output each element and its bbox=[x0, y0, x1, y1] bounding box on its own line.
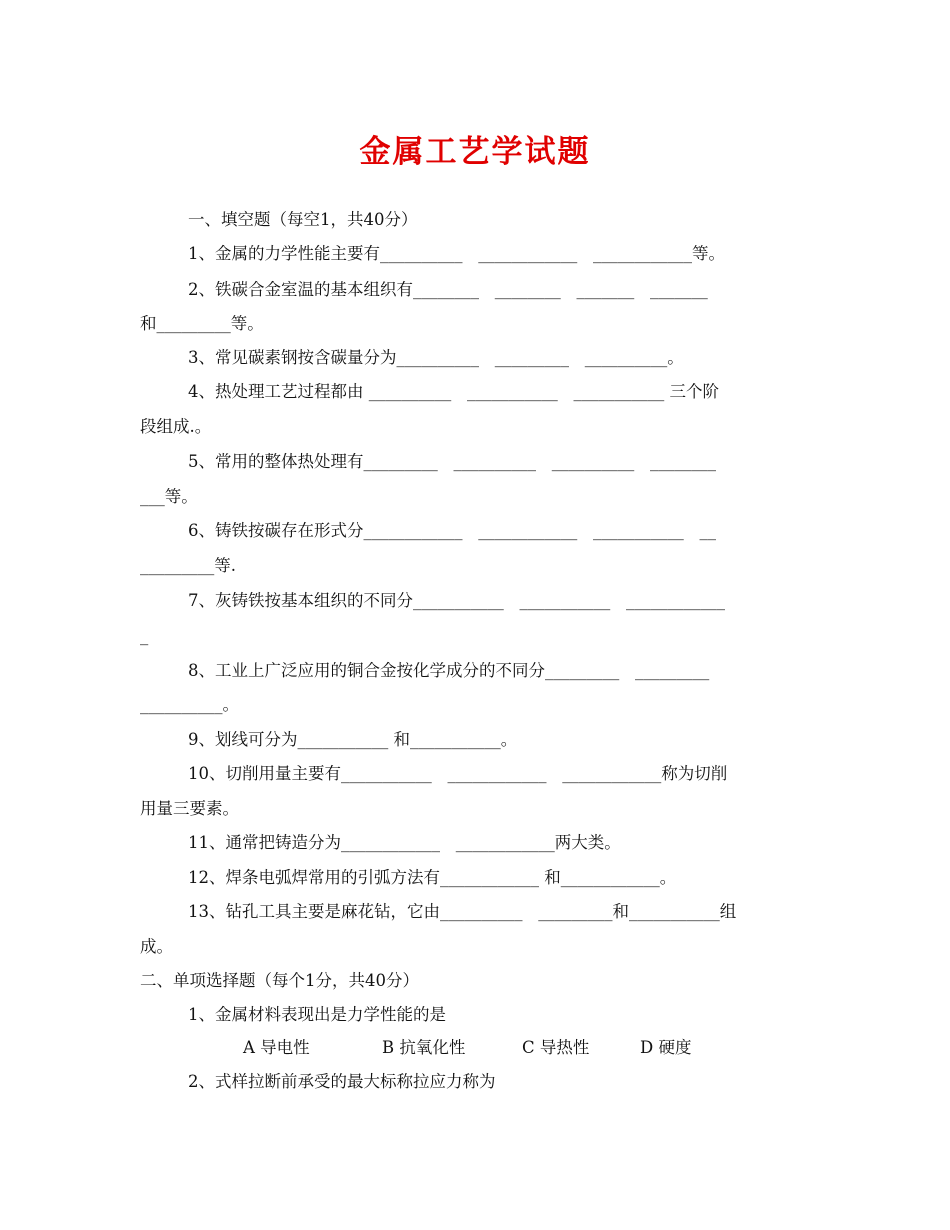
question-5-cont: ___等。 bbox=[140, 487, 198, 506]
choice-question-1: 1、金属材料表现出是力学性能的是 bbox=[188, 1005, 446, 1024]
section2-heading: 二、单项选择题（每个1分，共40分） bbox=[140, 971, 419, 990]
question-10: 10、切削用量主要有___________ ____________ ____________称为切削 bbox=[188, 764, 728, 783]
question-4-cont: 段组成.。 bbox=[140, 417, 212, 436]
question-10-cont: 用量三要素。 bbox=[140, 799, 239, 818]
question-12: 12、焊条电弧焊常用的引弧方法有____________ 和____________。 bbox=[188, 868, 677, 887]
question-3: 3、常见碳素钢按含碳量分为__________ _________ __________。 bbox=[188, 348, 684, 367]
question-13-cont: 成。 bbox=[140, 937, 173, 956]
section1-heading: 一、填空题（每空1，共40分） bbox=[188, 210, 418, 229]
question-9: 9、划线可分为___________ 和___________。 bbox=[188, 730, 518, 749]
question-1: 1、金属的力学性能主要有__________ ____________ ____________等。 bbox=[188, 244, 725, 263]
question-4: 4、热处理工艺过程都由 __________ ___________ ___________ 三个阶 bbox=[188, 382, 719, 401]
question-13: 13、钻孔工具主要是麻花钻，它由__________ _________和___________组 bbox=[188, 902, 737, 921]
question-7: 7、灰铸铁按基本组织的不同分___________ ___________ ____________ bbox=[188, 591, 725, 610]
question-11: 11、通常把铸造分为____________ ____________两大类。 bbox=[188, 833, 621, 852]
question-5: 5、常用的整体热处理有_________ __________ __________ ________ bbox=[188, 452, 716, 471]
option-a: A 导电性 bbox=[243, 1038, 310, 1057]
option-d: D 硬度 bbox=[640, 1038, 692, 1057]
question-8: 8、工业上广泛应用的铜合金按化学成分的不同分_________ _________ bbox=[188, 661, 710, 680]
option-b: B 抗氧化性 bbox=[382, 1038, 466, 1057]
question-2: 2、铁碳合金室温的基本组织有________ ________ _______ _______ bbox=[188, 280, 708, 299]
question-2-cont: 和_________等。 bbox=[140, 314, 264, 333]
question-6-cont: _________等. bbox=[140, 556, 236, 575]
option-c: C 导热性 bbox=[522, 1038, 590, 1057]
choice-question-2: 2、式样拉断前承受的最大标称拉应力称为 bbox=[188, 1072, 496, 1091]
question-7-cont: _ bbox=[140, 626, 149, 645]
page-title: 金属工艺学试题 bbox=[359, 134, 591, 170]
question-6: 6、铸铁按碳存在形式分____________ ____________ ___________ __ bbox=[188, 521, 716, 540]
question-8-cont: __________。 bbox=[140, 695, 239, 714]
